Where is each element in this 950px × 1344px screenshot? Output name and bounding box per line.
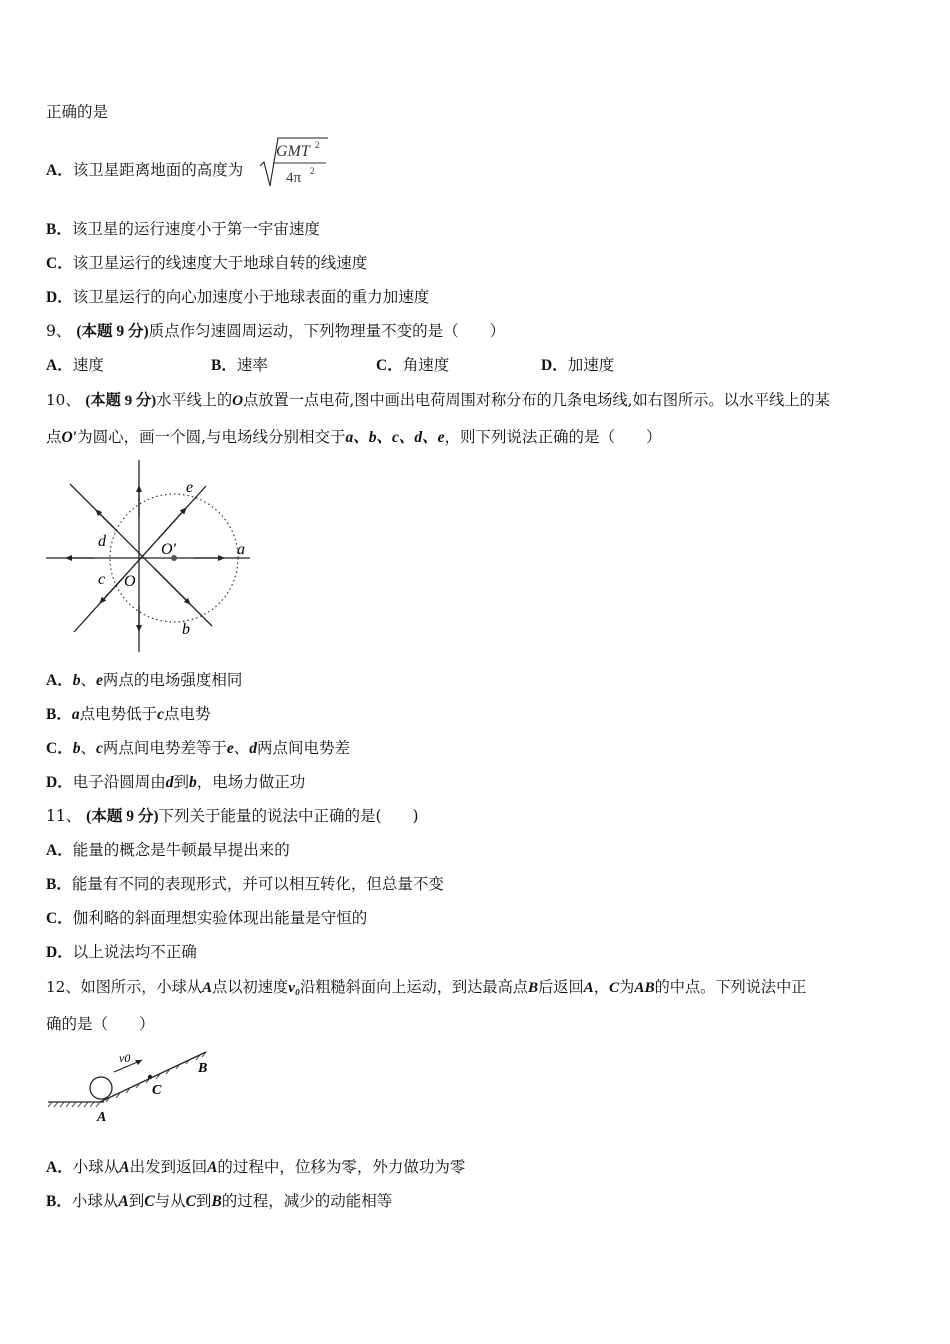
label-e: e <box>186 479 194 496</box>
label-d: d <box>98 533 106 550</box>
q11-option-a: A．能量的概念是牛顿最早提出来的 <box>46 841 290 859</box>
q10-option-d: D．电子沿圆周由d到b，电场力做正功 <box>46 773 306 791</box>
label-o: O <box>124 573 136 590</box>
q12-incline-diagram <box>44 1046 224 1126</box>
q10-option-a: A．b、e两点的电场强度相同 <box>46 671 243 689</box>
q12-option-a: A．小球从A出发到返回A的过程中，位移为零，外力做功为零 <box>46 1158 466 1176</box>
q8-formula-sqrt <box>258 134 338 194</box>
label-a: a <box>237 541 245 558</box>
q10-stem-line1: 10、 (本题 9 分)水平线上的O点放置一点电荷,图中画出电荷周围对称分布的几条电场线,如右图所示。以水平线上的某 <box>46 391 830 409</box>
q11-option-d: D．以上说法均不正确 <box>46 943 197 961</box>
q10-option-b: B．a点电势低于c点电势 <box>46 705 211 723</box>
q12-stem-line1: 12、如图所示，小球从A点以初速度v₀沿粗糙斜面向上运动，到达最高点B后返回A，C为AB的中点。下列说法中正 <box>46 978 807 996</box>
formula-numerator: GMT <box>276 143 310 160</box>
q12-stem-line2: 确的是（ ） <box>46 1015 155 1033</box>
q9-option-b: B．速率 <box>211 356 268 374</box>
q10-option-c: C．b、c两点间电势差等于e、d两点间电势差 <box>46 739 351 757</box>
label-oprime: O′ <box>161 541 177 558</box>
label-c: c <box>98 571 106 588</box>
q10-field-diagram <box>44 456 256 656</box>
field-line-diagonal-1 <box>70 484 212 626</box>
q12-option-b: B．小球从A到C与从C到B的过程，减少的动能相等 <box>46 1192 393 1210</box>
q10-stem-line2: 点O′为圆心，画一个圆,与电场线分别相交于a、b、c、d、e，则下列说法正确的是（ ） <box>46 428 662 446</box>
q8-option-b: B．该卫星的运行速度小于第一宇宙速度 <box>46 220 320 238</box>
label-a: A <box>97 1110 107 1125</box>
formula-numerator-exp: 2 <box>315 140 320 150</box>
label-c: C <box>152 1083 162 1098</box>
q8-option-c: C．该卫星运行的线速度大于地球自转的线速度 <box>46 254 368 272</box>
label-b: B <box>198 1061 208 1076</box>
q11-stem: 11、 (本题 9 分)下列关于能量的说法中正确的是( ) <box>46 807 419 825</box>
ball <box>90 1077 112 1099</box>
label-b: b <box>182 621 190 638</box>
q9-option-d: D．加速度 <box>541 356 615 374</box>
q8-option-a: A．该卫星距离地面的高度为 <box>46 161 244 179</box>
formula-denominator: 4π <box>286 170 302 186</box>
q9-options <box>46 355 706 376</box>
point-c <box>148 1075 152 1079</box>
q9-option-a: A．速度 <box>46 356 104 374</box>
q9-option-c: C．角速度 <box>376 356 450 374</box>
q11-option-b: B．能量有不同的表现形式，并可以相互转化，但总量不变 <box>46 875 444 893</box>
label-v0: v0 <box>119 1051 131 1065</box>
formula-denominator-exp: 2 <box>310 166 315 176</box>
q9-stem: 9、 (本题 9 分)质点作匀速圆周运动，下列物理量不变的是（ ） <box>46 322 506 340</box>
q8-stem-tail: 正确的是 <box>46 103 109 121</box>
q8-option-d: D．该卫星运行的向心加速度小于地球表面的重力加速度 <box>46 288 430 306</box>
q11-option-c: C．伽利略的斜面理想实验体现出能量是守恒的 <box>46 909 368 927</box>
